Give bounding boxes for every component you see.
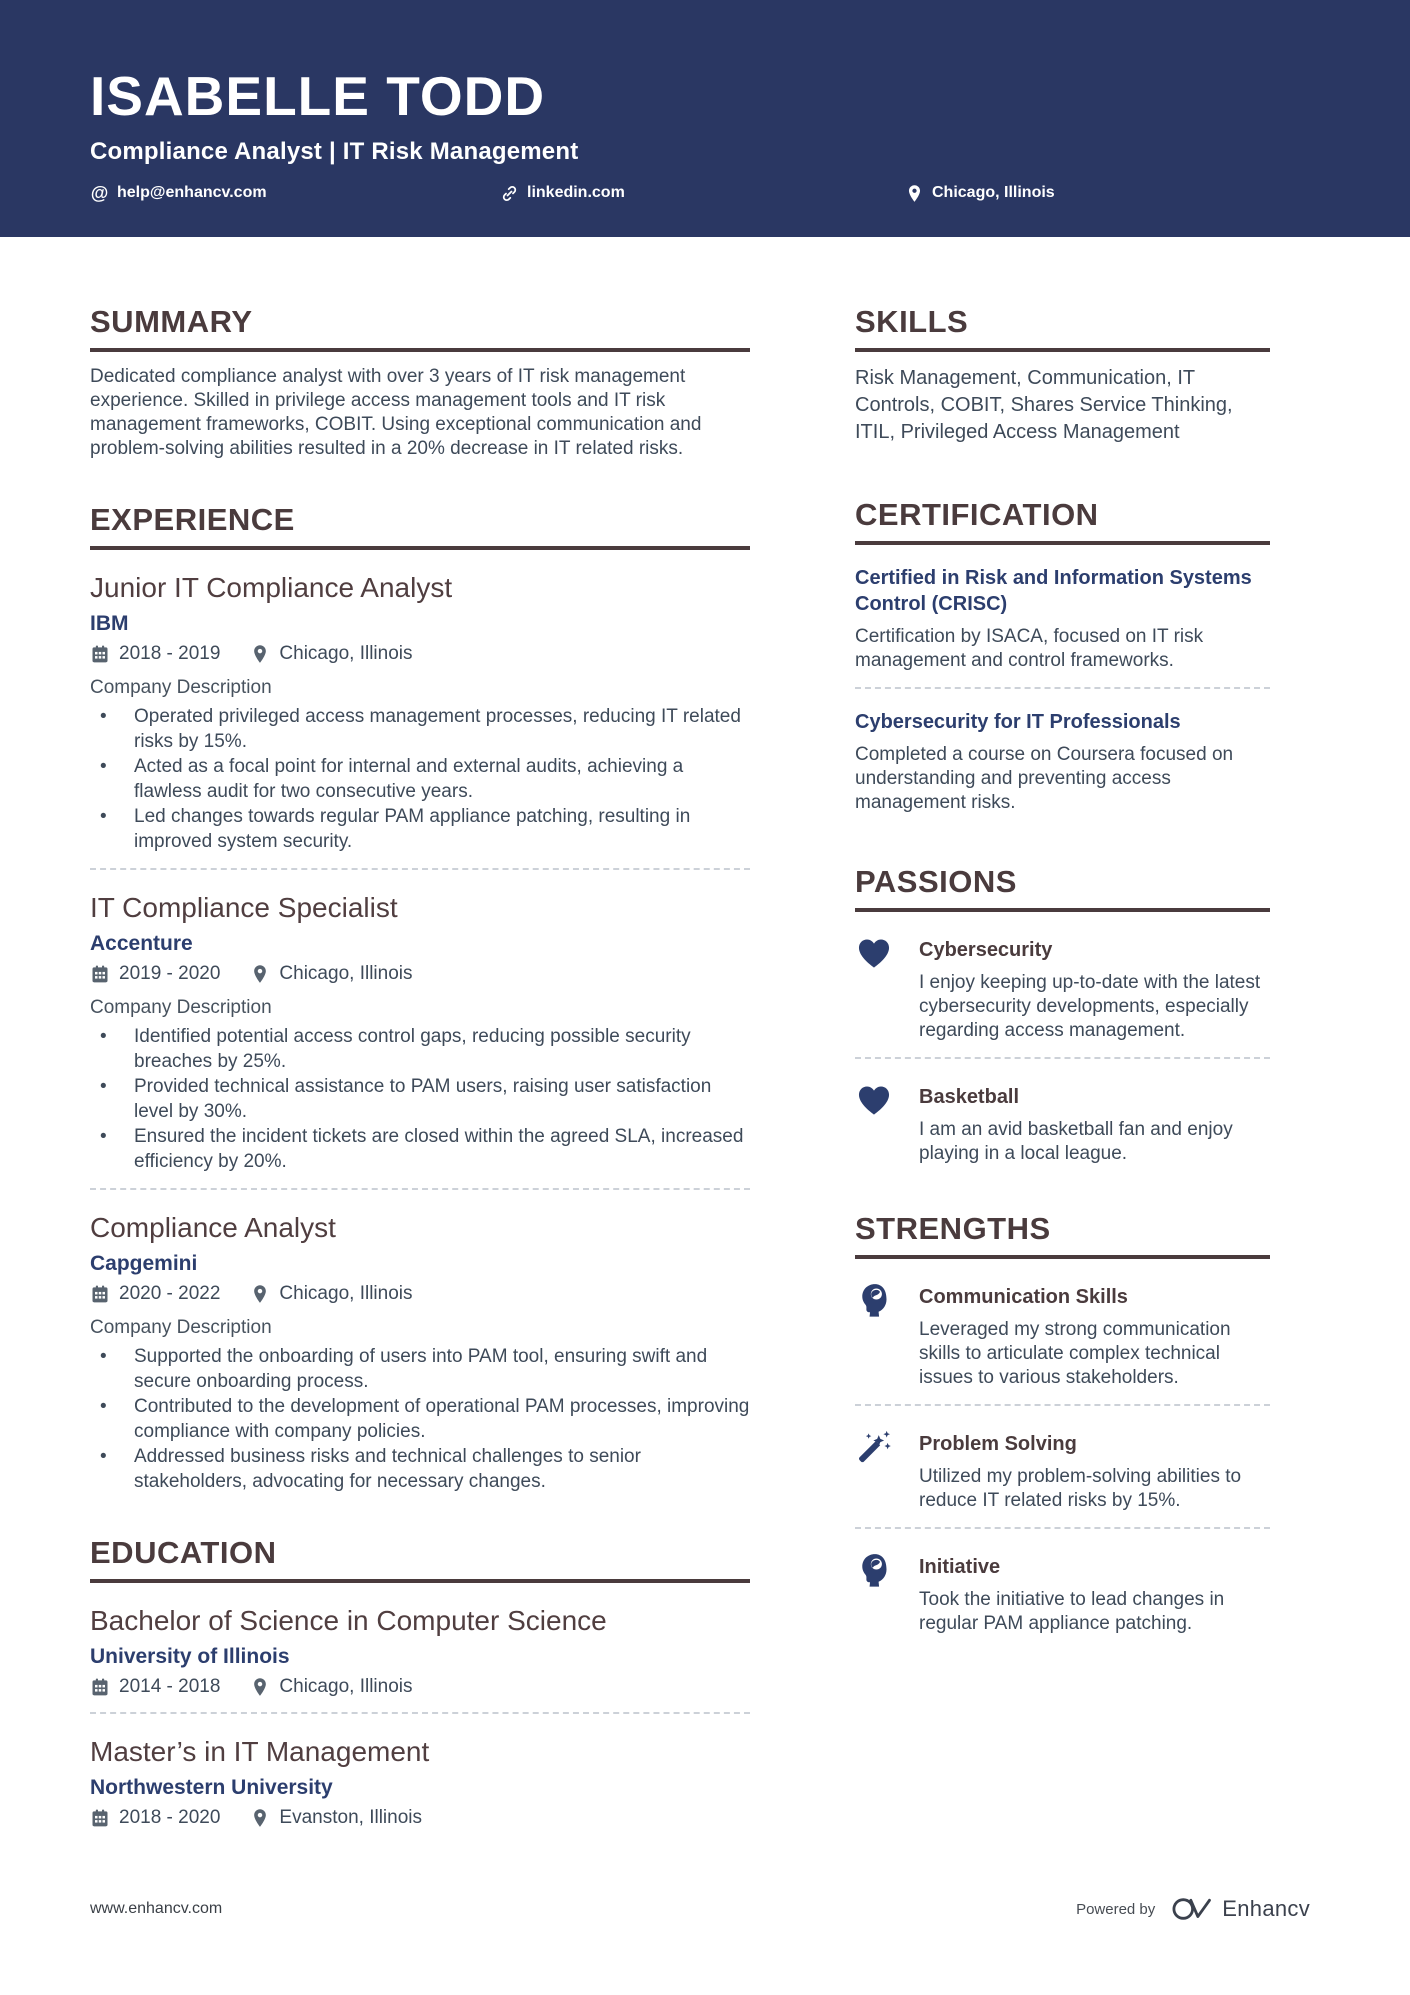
linkedin-contact[interactable]: [500, 184, 625, 203]
enhancv-logo-icon: [1171, 1895, 1213, 1923]
bullet-text: Ensured the incident tickets are closed within the agreed SLA, increased efficiency by 20%.: [134, 1126, 744, 1173]
bullet-text: Supported the onboarding of users into PAM tool, ensuring swift and secure onboarding process.: [134, 1346, 708, 1393]
passions-section: [855, 865, 1270, 1166]
skills-text: Risk Management, Communication, IT Controls, COBIT, Shares Service Thinking, ITIL, Privileged Access Management: [855, 367, 1233, 444]
bullet-dot: •: [100, 806, 107, 828]
job-bullets: [90, 1344, 750, 1494]
company-description-label: Company Description: [90, 1317, 272, 1339]
job-title: IT Compliance Specialist: [90, 892, 398, 924]
bullet-dot: •: [100, 1076, 107, 1098]
education-heading: EDUCATION: [90, 1536, 750, 1583]
bullet-dot: •: [100, 1346, 107, 1368]
bullet-text: Led changes towards regular PAM appliance patching, resulting in improved system security.: [134, 806, 691, 853]
strengths-heading: STRENGTHS: [855, 1212, 1270, 1259]
company-description-label: Company Description: [90, 677, 272, 699]
job-meta: [90, 963, 750, 985]
degree-meta: [90, 1676, 750, 1698]
job-title: Compliance Analyst: [90, 1212, 336, 1244]
degree-entry: [90, 1714, 750, 1829]
certification-item: [855, 545, 1270, 689]
certification-description: Certification by ISACA, focused on IT risk management and control frameworks.: [855, 626, 1204, 672]
link-icon: [500, 184, 519, 203]
email-contact[interactable]: [90, 184, 267, 203]
job-dates: [90, 963, 220, 985]
degree-meta: [90, 1807, 750, 1829]
passion-item: [855, 1059, 1270, 1166]
job-dates-text: 2020 - 2022: [119, 1283, 221, 1305]
bullet-item: [90, 804, 750, 854]
job-company: Accenture: [90, 932, 193, 956]
calendar-icon: [90, 1808, 110, 1828]
certification-section: [855, 498, 1270, 815]
degree-dates-text: 2014 - 2018: [119, 1676, 221, 1698]
bullet-item: [90, 1124, 750, 1174]
strength-item: [855, 1406, 1270, 1529]
degree-dates: [90, 1807, 220, 1829]
job-company: IBM: [90, 612, 129, 636]
job-location-text: Chicago, Illinois: [279, 963, 413, 985]
bullet-item: [90, 1344, 750, 1394]
passion-description: I enjoy keeping up-to-date with the latest cybersecurity developments, especially regarding access management.: [919, 972, 1261, 1042]
passions-heading: PASSIONS: [855, 865, 1270, 912]
bullet-dot: •: [100, 756, 107, 778]
bullet-text: Contributed to the development of operational PAM processes, improving compliance with company policies.: [134, 1396, 750, 1443]
bullet-text: Provided technical assistance to PAM users, raising user satisfaction level by 30%.: [134, 1076, 712, 1123]
pin-icon: [250, 1677, 270, 1697]
bullet-item: [90, 1394, 750, 1444]
degree-location-text: Evanston, Illinois: [279, 1807, 422, 1829]
mind-icon: [855, 1549, 919, 1636]
skills-section: [855, 305, 1270, 446]
certification-heading: CERTIFICATION: [855, 498, 1270, 545]
wand-icon: [855, 1426, 919, 1513]
strength-description: Took the initiative to lead changes in regular PAM appliance patching.: [919, 1589, 1225, 1635]
calendar-icon: [90, 964, 110, 984]
job-entry: [90, 550, 750, 870]
degree-title: Bachelor of Science in Computer Science: [90, 1605, 607, 1637]
calendar-icon: [90, 1677, 110, 1697]
contact-row: [90, 184, 1320, 208]
page-footer: [90, 1895, 1310, 1923]
bullet-item: [90, 1024, 750, 1074]
skills-heading: SKILLS: [855, 305, 1270, 352]
job-dates-text: 2019 - 2020: [119, 963, 221, 985]
job-location-text: Chicago, Illinois: [279, 643, 413, 665]
bullet-text: Addressed business risks and technical challenges to senior stakeholders, advocating for necessary changes.: [134, 1446, 641, 1493]
strength-description: Utilized my problem-solving abilities to reduce IT related risks by 15%.: [919, 1466, 1242, 1512]
degree-entry: [90, 1583, 750, 1714]
column-gutter: [750, 305, 855, 1829]
pin-icon: [250, 644, 270, 664]
experience-section: [90, 503, 750, 1494]
degree-location: [250, 1807, 422, 1829]
strength-description: Leveraged my strong communication skills to articulate complex technical issues to various stakeholders.: [919, 1319, 1231, 1389]
strength-title: Initiative: [919, 1556, 1001, 1579]
calendar-icon: [90, 1284, 110, 1304]
bullet-text: Acted as a focal point for internal and external audits, achieving a flawless audit for two consecutive years.: [134, 756, 684, 803]
at-icon: @: [90, 183, 109, 204]
header-banner: [0, 0, 1410, 237]
certification-description: Completed a course on Coursera focused on understanding and preventing access management risks.: [855, 744, 1234, 814]
job-location: [250, 643, 412, 665]
bullet-text: Operated privileged access management processes, reducing IT related risks by 15%.: [134, 706, 741, 753]
certification-title: Certified in Risk and Information Systems Control (CRISC): [855, 567, 1252, 616]
heart-icon: [855, 932, 919, 1043]
location-icon: [905, 184, 924, 203]
person-name: ISABELLE TODD: [90, 65, 546, 127]
bullet-dot: •: [100, 1126, 107, 1148]
pin-icon: [250, 1284, 270, 1304]
job-dates-text: 2018 - 2019: [119, 643, 221, 665]
certification-item: [855, 689, 1270, 815]
job-bullets: [90, 1024, 750, 1174]
enhancv-brand-text: Enhancv: [1222, 1896, 1310, 1921]
passion-title: Basketball: [919, 1086, 1020, 1109]
job-dates: [90, 643, 220, 665]
bullet-item: [90, 754, 750, 804]
footer-website-link[interactable]: www.enhancv.com: [90, 1900, 223, 1917]
job-bullets: [90, 704, 750, 854]
company-description-label: Company Description: [90, 997, 272, 1019]
degree-school: University of Illinois: [90, 1645, 290, 1669]
education-section: [90, 1536, 750, 1829]
bullet-dot: •: [100, 1446, 107, 1468]
strength-title: Problem Solving: [919, 1433, 1077, 1456]
job-entry: [90, 870, 750, 1190]
bullet-dot: •: [100, 1396, 107, 1418]
enhancv-brand-link[interactable]: [1171, 1895, 1310, 1923]
degree-location: [250, 1676, 412, 1698]
heart-icon: [855, 1079, 919, 1166]
passion-item: [855, 912, 1270, 1059]
job-location: [250, 1283, 412, 1305]
degree-dates-text: 2018 - 2020: [119, 1807, 221, 1829]
degree-dates: [90, 1676, 220, 1698]
strength-item: [855, 1259, 1270, 1406]
degree-location-text: Chicago, Illinois: [279, 1676, 413, 1698]
passion-title: Cybersecurity: [919, 939, 1053, 962]
summary-heading: SUMMARY: [90, 305, 750, 352]
degree-school: Northwestern University: [90, 1776, 333, 1800]
job-meta: [90, 643, 750, 665]
degree-title: Master’s in IT Management: [90, 1736, 430, 1768]
bullet-dot: •: [100, 706, 107, 728]
person-headline: Compliance Analyst | IT Risk Management: [90, 137, 579, 165]
bullet-text: Identified potential access control gaps, reducing possible security breaches by 25%.: [134, 1026, 691, 1073]
strengths-section: [855, 1212, 1270, 1636]
mind-icon: [855, 1279, 919, 1390]
pin-icon: [250, 1808, 270, 1828]
strength-title: Communication Skills: [919, 1286, 1128, 1309]
bullet-item: [90, 704, 750, 754]
experience-heading: EXPERIENCE: [90, 503, 750, 550]
summary-section: [90, 305, 750, 461]
job-entry: [90, 1190, 750, 1494]
linkedin-text: linkedin.com: [527, 184, 625, 202]
passion-description: I am an avid basketball fan and enjoy playing in a local league.: [919, 1119, 1233, 1165]
pin-icon: [250, 964, 270, 984]
job-location: [250, 963, 412, 985]
powered-by-label: Powered by: [1076, 1900, 1156, 1918]
job-company: Capgemini: [90, 1252, 198, 1276]
powered-by: [1076, 1895, 1310, 1923]
certification-title: Cybersecurity for IT Professionals: [855, 711, 1181, 734]
job-title: Junior IT Compliance Analyst: [90, 572, 453, 604]
bullet-dot: •: [100, 1026, 107, 1048]
bullet-item: [90, 1074, 750, 1124]
job-location-text: Chicago, Illinois: [279, 1283, 413, 1305]
email-text: help@enhancv.com: [117, 184, 267, 202]
location-contact: [905, 184, 1055, 203]
calendar-icon: [90, 644, 110, 664]
job-meta: [90, 1283, 750, 1305]
strength-item: [855, 1529, 1270, 1636]
job-dates: [90, 1283, 220, 1305]
location-text: Chicago, Illinois: [932, 184, 1055, 202]
bullet-item: [90, 1444, 750, 1494]
summary-text: Dedicated compliance analyst with over 3 years of IT risk management experience. Skilled in privilege access management tools and IT risk management frameworks, COBIT. Using exceptional communication and problem-solving abilities resulted in a 20% decrease in IT related risks.: [90, 366, 702, 460]
